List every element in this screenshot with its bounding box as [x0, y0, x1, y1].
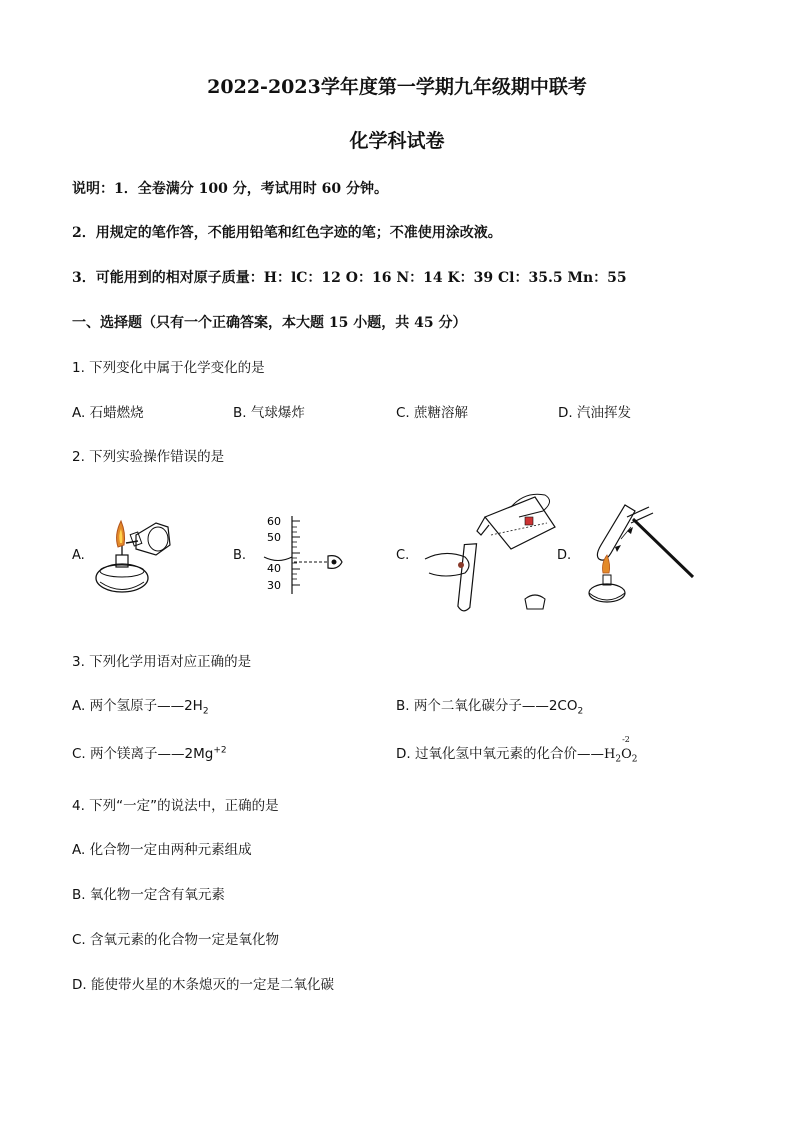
formula-o: O: [621, 747, 632, 762]
alcohol-lamp-lighting-figure[interactable]: [90, 505, 185, 600]
q2-label-c[interactable]: C.: [396, 548, 410, 563]
q2-label-b[interactable]: B.: [233, 548, 247, 563]
q4-stem: 4. 下列“一定”的说法中，正确的是: [72, 798, 279, 814]
cylinder-tick-30: 30: [267, 579, 281, 592]
pouring-liquid-figure[interactable]: [415, 487, 565, 617]
q1-stem: 1. 下列变化中属于化学变化的是: [72, 360, 265, 376]
q3-option-b-text: B. 两个二氧化碳分子——2CO: [396, 698, 578, 714]
q3-option-d-text: D. 过氧化氢中氧元素的化合价——: [396, 746, 604, 762]
section-heading: 一、选择题（只有一个正确答案，本大题 15 小题，共 45 分）: [72, 315, 467, 331]
h2o2-formula: [603, 735, 638, 765]
q2-stem: 2. 下列实验操作错误的是: [72, 449, 225, 465]
note-1: 说明：1．全卷满分 100 分，考试用时 60 分钟。: [72, 181, 388, 197]
graduated-cylinder-reading-figure[interactable]: [258, 512, 353, 597]
q3-option-b-subscript: 2: [577, 706, 584, 717]
exam-subtitle: 化学科试卷: [349, 130, 445, 152]
q1-option-c[interactable]: C. 蔗糖溶解: [396, 405, 469, 421]
q3-option-b[interactable]: [396, 694, 583, 717]
q3-option-c-text: C. 两个镁离子——2Mg: [72, 746, 214, 762]
oxygen-valence: -2: [622, 735, 630, 744]
q3-stem: 3. 下列化学用语对应正确的是: [72, 654, 252, 670]
q3-option-c[interactable]: [72, 742, 227, 762]
cylinder-tick-60: 60: [267, 515, 281, 528]
q2-label-d[interactable]: D.: [557, 548, 572, 563]
q1-option-a[interactable]: A. 石蜡燃烧: [72, 405, 144, 421]
note-3: 3．可能用到的相对原子质量：H：lC：12 O：16 N：14 K：39 Cl：35.5 Mn：55: [72, 270, 627, 286]
q3-option-c-superscript: +2: [213, 745, 227, 756]
q1-option-d[interactable]: D. 汽油挥发: [558, 405, 631, 421]
q3-option-a-text: A. 两个氢原子——2H: [72, 698, 203, 714]
q3-option-d[interactable]: [396, 735, 638, 765]
q4-option-a[interactable]: A. 化合物一定由两种元素组成: [72, 842, 252, 858]
formula-h-subscript: 2: [615, 754, 622, 765]
q3-option-a-subscript: 2: [202, 706, 209, 717]
q2-label-a[interactable]: A.: [72, 548, 85, 563]
cylinder-tick-40: 40: [267, 562, 281, 575]
formula-h: H: [603, 747, 616, 762]
heating-test-tube-figure[interactable]: [575, 497, 700, 612]
note-2: 2．用规定的笔作答，不能用铅笔和红色字迹的笔；不准使用涂改液。: [72, 225, 502, 241]
q1-option-b[interactable]: B. 气球爆炸: [233, 405, 305, 421]
q4-option-c[interactable]: C. 含氧元素的化合物一定是氧化物: [72, 932, 280, 948]
q4-option-b[interactable]: B. 氧化物一定含有氧元素: [72, 887, 225, 903]
exam-title: 2022-2023学年度第一学期九年级期中联考: [207, 76, 587, 98]
q4-option-d[interactable]: D. 能使带火星的木条熄灭的一定是二氧化碳: [72, 977, 334, 993]
formula-o-subscript: 2: [631, 754, 638, 765]
q3-option-a[interactable]: [72, 694, 209, 717]
cylinder-tick-50: 50: [267, 531, 281, 544]
